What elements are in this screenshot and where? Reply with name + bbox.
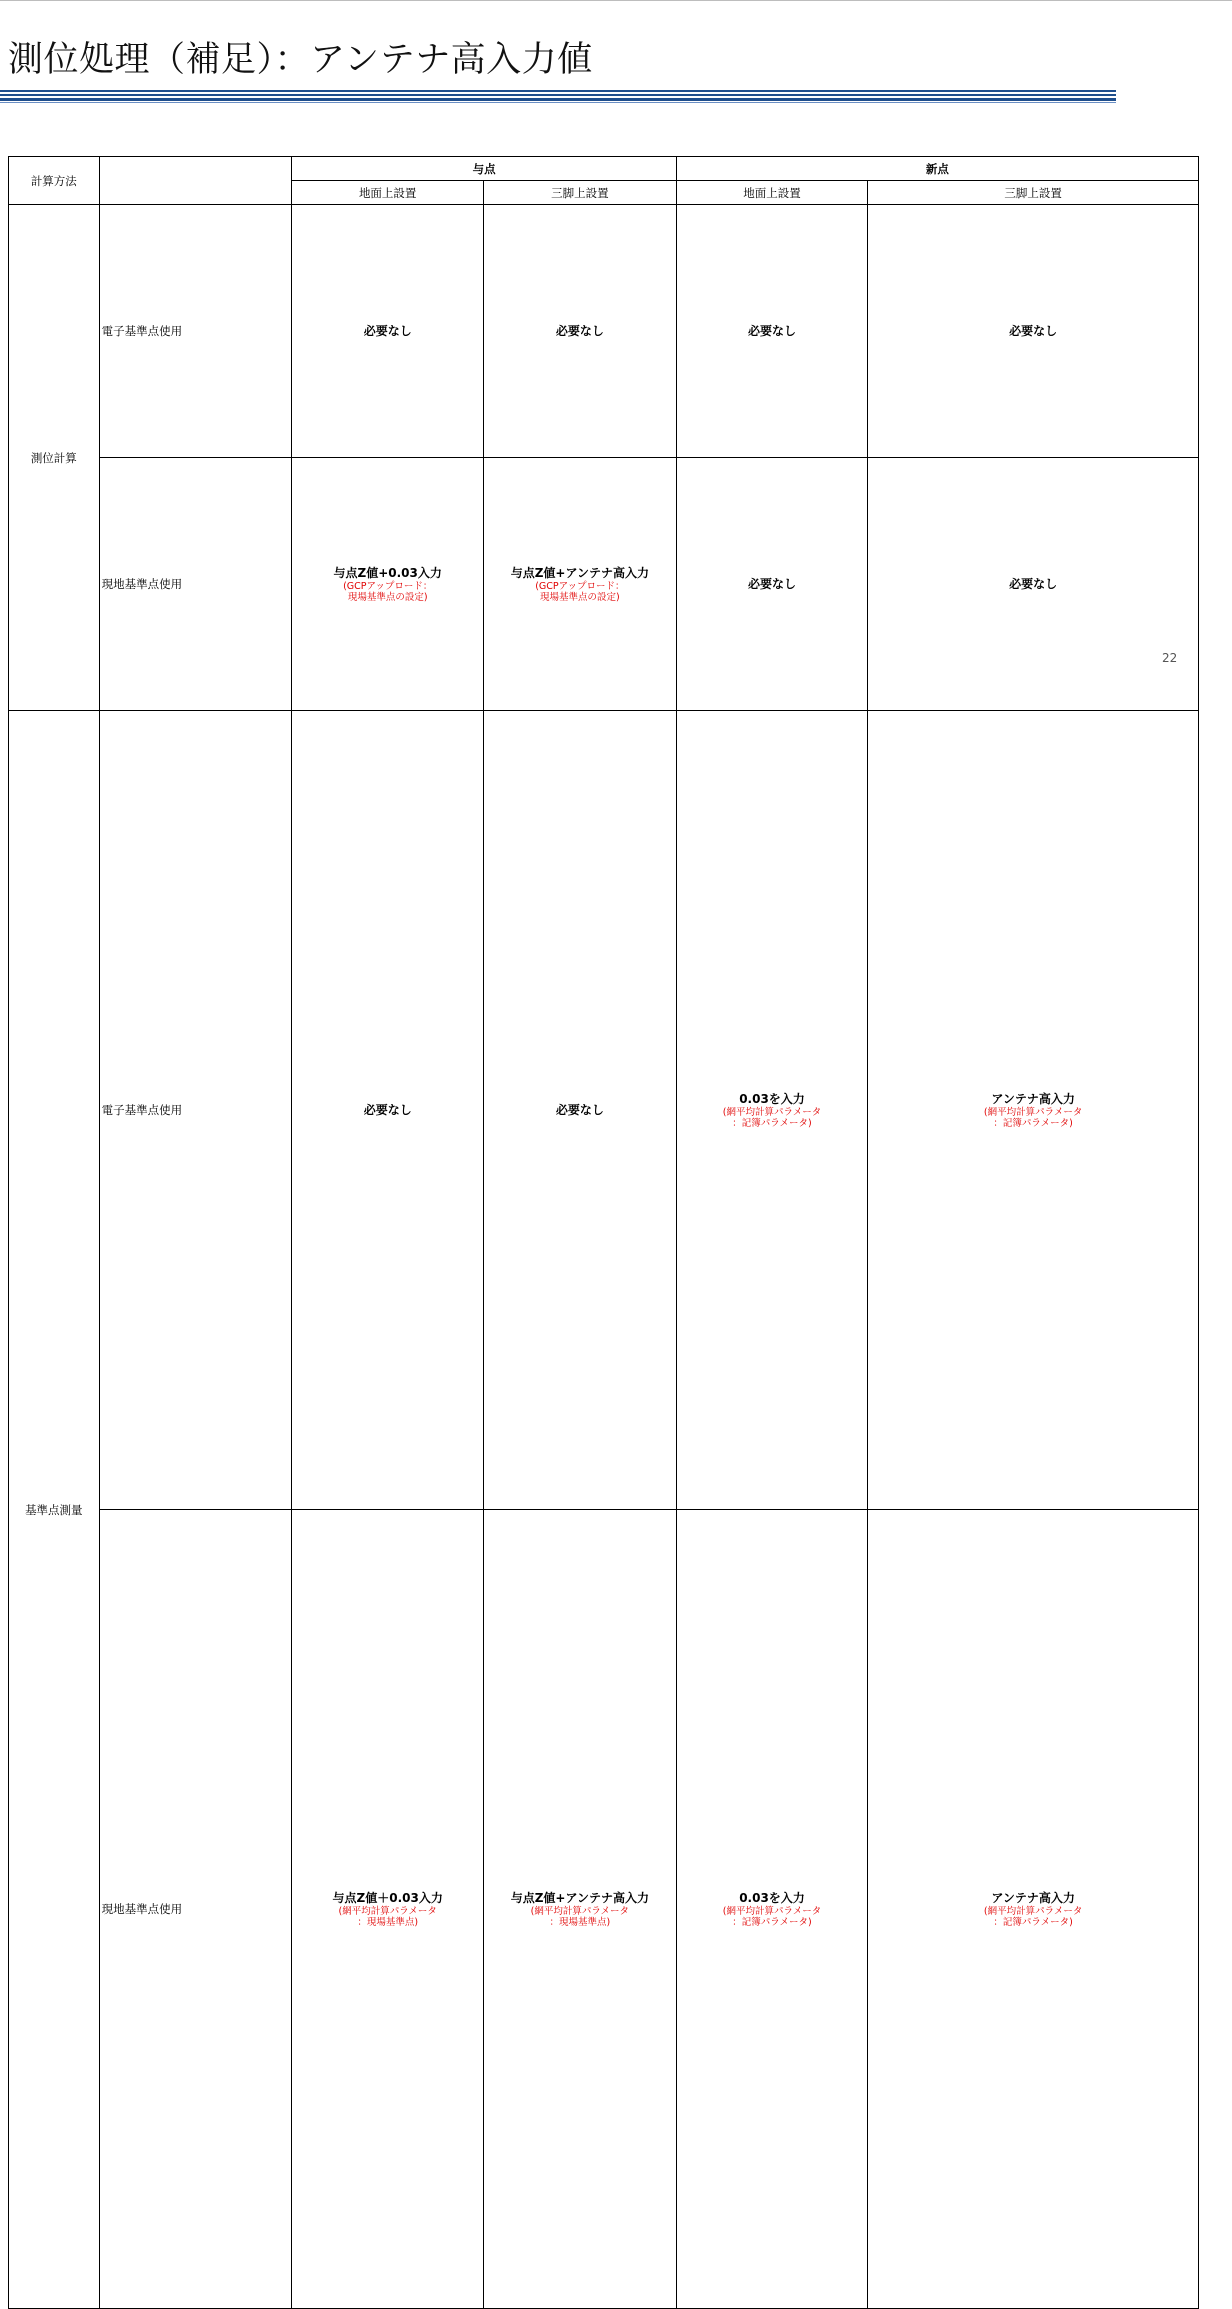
subheader-shinten-tripod: 三脚上設置 xyxy=(868,181,1199,205)
group-sokui: 測位計算 xyxy=(9,205,100,711)
table-cell: 必要なし xyxy=(868,458,1199,711)
table-cell: 与点Z値＋0.03入力 (網平均計算パラメータ ：現場基準点) xyxy=(292,1510,484,2309)
table-cell: 必要なし xyxy=(483,205,676,458)
table-cell: 必要なし xyxy=(292,205,484,458)
header-method: 計算方法 xyxy=(9,157,100,205)
table-cell: 必要なし xyxy=(292,711,484,1510)
table-cell: 必要なし xyxy=(483,711,676,1510)
subheader-yoten-tripod: 三脚上設置 xyxy=(483,181,676,205)
antenna-height-table xyxy=(8,156,1199,2309)
table-cell: 与点Z値+0.03入力 (GCPアップロード： 現場基準点の設定) xyxy=(292,458,484,711)
table-row xyxy=(9,1510,1199,2309)
page-number: 22 xyxy=(1162,651,1178,665)
subheader-shinten-ground: 地面上設置 xyxy=(676,181,868,205)
row-label: 電子基準点使用 xyxy=(99,205,292,458)
header-blank xyxy=(99,157,292,205)
table-row xyxy=(9,711,1199,1510)
table-cell: 与点Z値+アンテナ高入力 (GCPアップロード： 現場基準点の設定) xyxy=(483,458,676,711)
row-label: 現地基準点使用 xyxy=(99,1510,292,2309)
table-cell: 必要なし xyxy=(676,458,868,711)
table-row xyxy=(9,458,1199,711)
row-label: 現地基準点使用 xyxy=(99,458,292,711)
header-shinten: 新点 xyxy=(676,157,1198,181)
row-label: 電子基準点使用 xyxy=(99,711,292,1510)
header-yoten: 与点 xyxy=(292,157,676,181)
subheader-yoten-ground: 地面上設置 xyxy=(292,181,484,205)
table-cell: 与点Z値+アンテナ高入力 (網平均計算パラメータ ：現場基準点) xyxy=(483,1510,676,2309)
group-kijun: 基準点測量 xyxy=(9,711,100,2309)
table-cell: アンテナ高入力 (網平均計算パラメータ ：記簿パラメータ) xyxy=(868,711,1199,1510)
table-cell: アンテナ高入力 (網平均計算パラメータ ：記簿パラメータ) xyxy=(868,1510,1199,2309)
title-underline xyxy=(0,90,1116,104)
table-cell: 0.03を入力 (網平均計算パラメータ ：記簿パラメータ) xyxy=(676,1510,868,2309)
table-cell: 必要なし xyxy=(868,205,1199,458)
table-cell: 0.03を入力 (網平均計算パラメータ ：記簿パラメータ) xyxy=(676,711,868,1510)
slide-title: 測位処理（補足）：アンテナ高入力値 xyxy=(8,40,593,80)
table-cell: 必要なし xyxy=(676,205,868,458)
table-row xyxy=(9,205,1199,458)
top-border xyxy=(0,0,1232,1)
